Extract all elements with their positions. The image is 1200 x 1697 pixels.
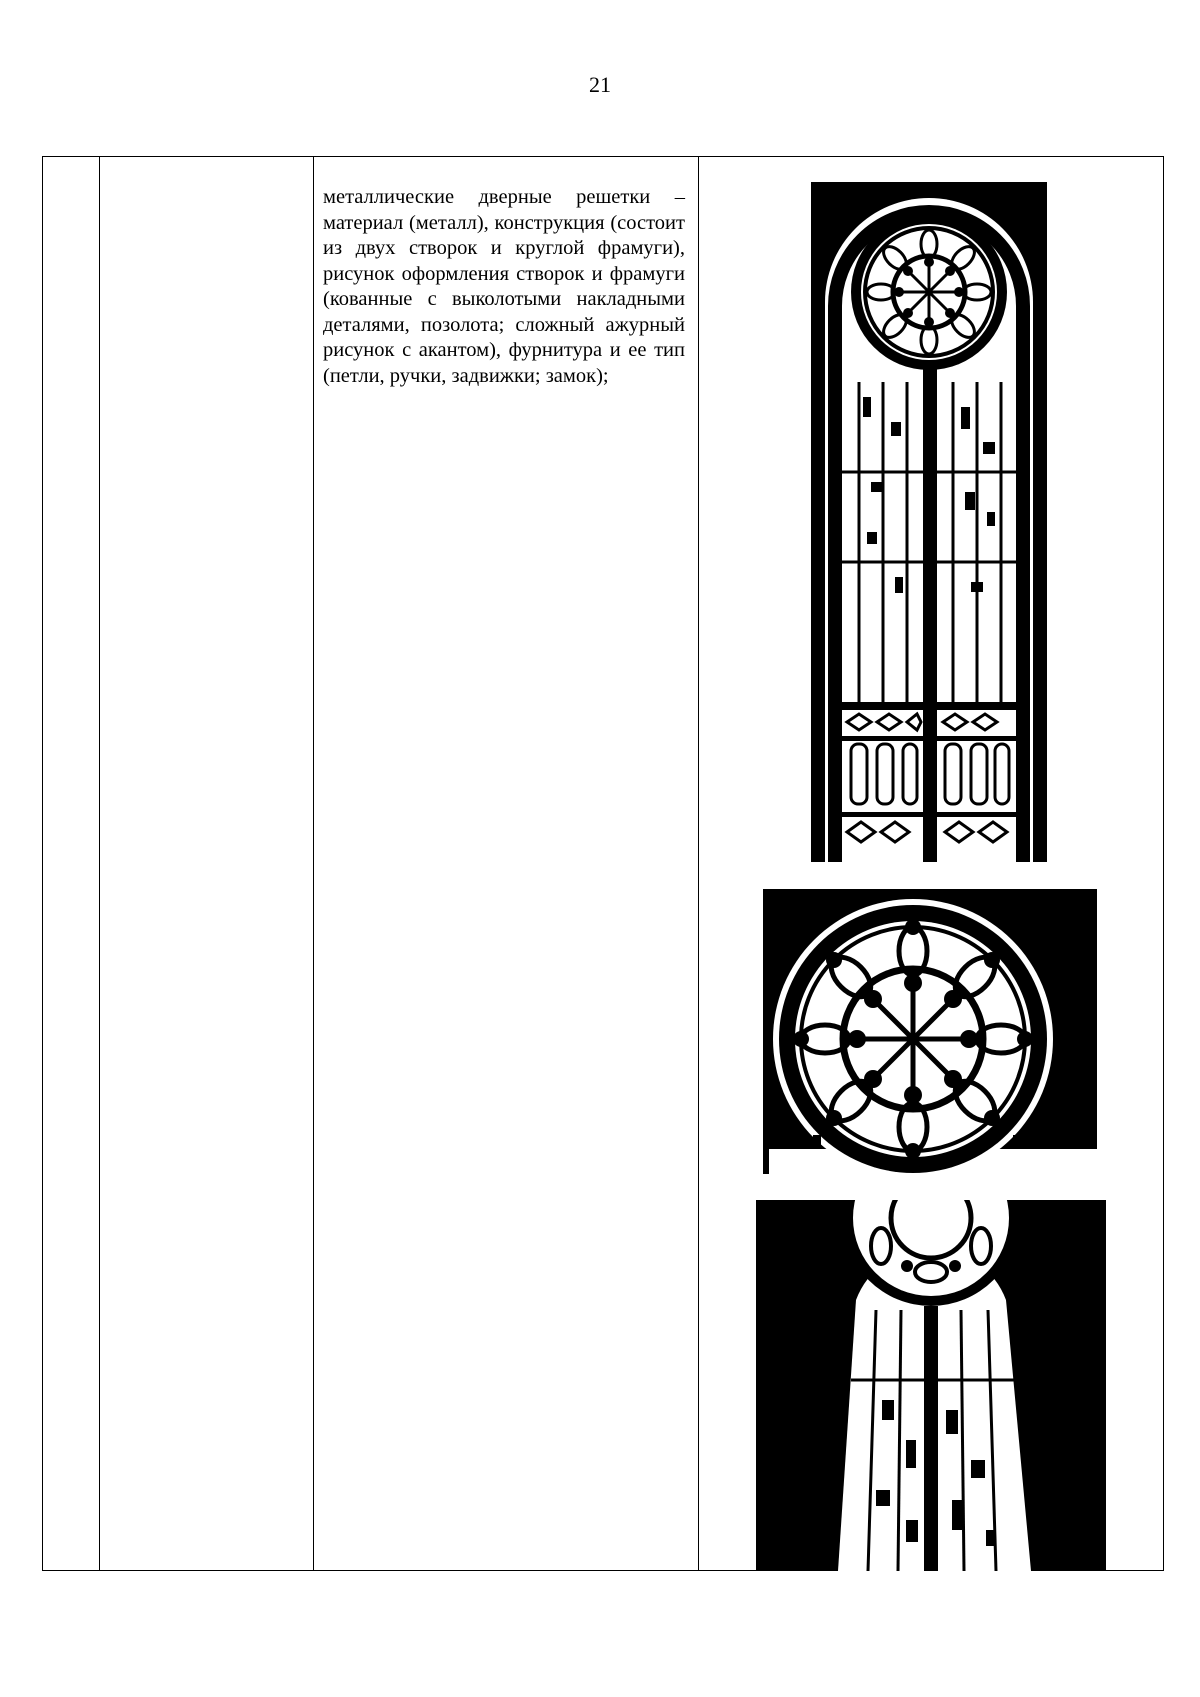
- description-cell: металлические дверные решетки – материал (металл), конструкция (состоит из двух створок и круглой фрамуги), рисунок оформления створок и фрамуги (кованные с выколотыми накладными деталями, позолота; сложный ажурный рисунок с акантом), фурнитура и ее тип (петли, ручки, задвижки; замок);: [323, 186, 685, 387]
- column-divider-3: [698, 157, 699, 1570]
- door-grille-illustration: [811, 182, 1047, 862]
- page-number: 21: [589, 72, 611, 97]
- column-divider-1: [99, 157, 100, 1570]
- photo-round-transom-detail: [763, 889, 1097, 1174]
- column-divider-2: [313, 157, 314, 1570]
- door-leaves-illustration: [756, 1200, 1106, 1571]
- transom-rosette-illustration: [763, 889, 1097, 1174]
- photo-full-door-grille: [811, 182, 1047, 862]
- photo-door-leaves-detail: [756, 1200, 1106, 1571]
